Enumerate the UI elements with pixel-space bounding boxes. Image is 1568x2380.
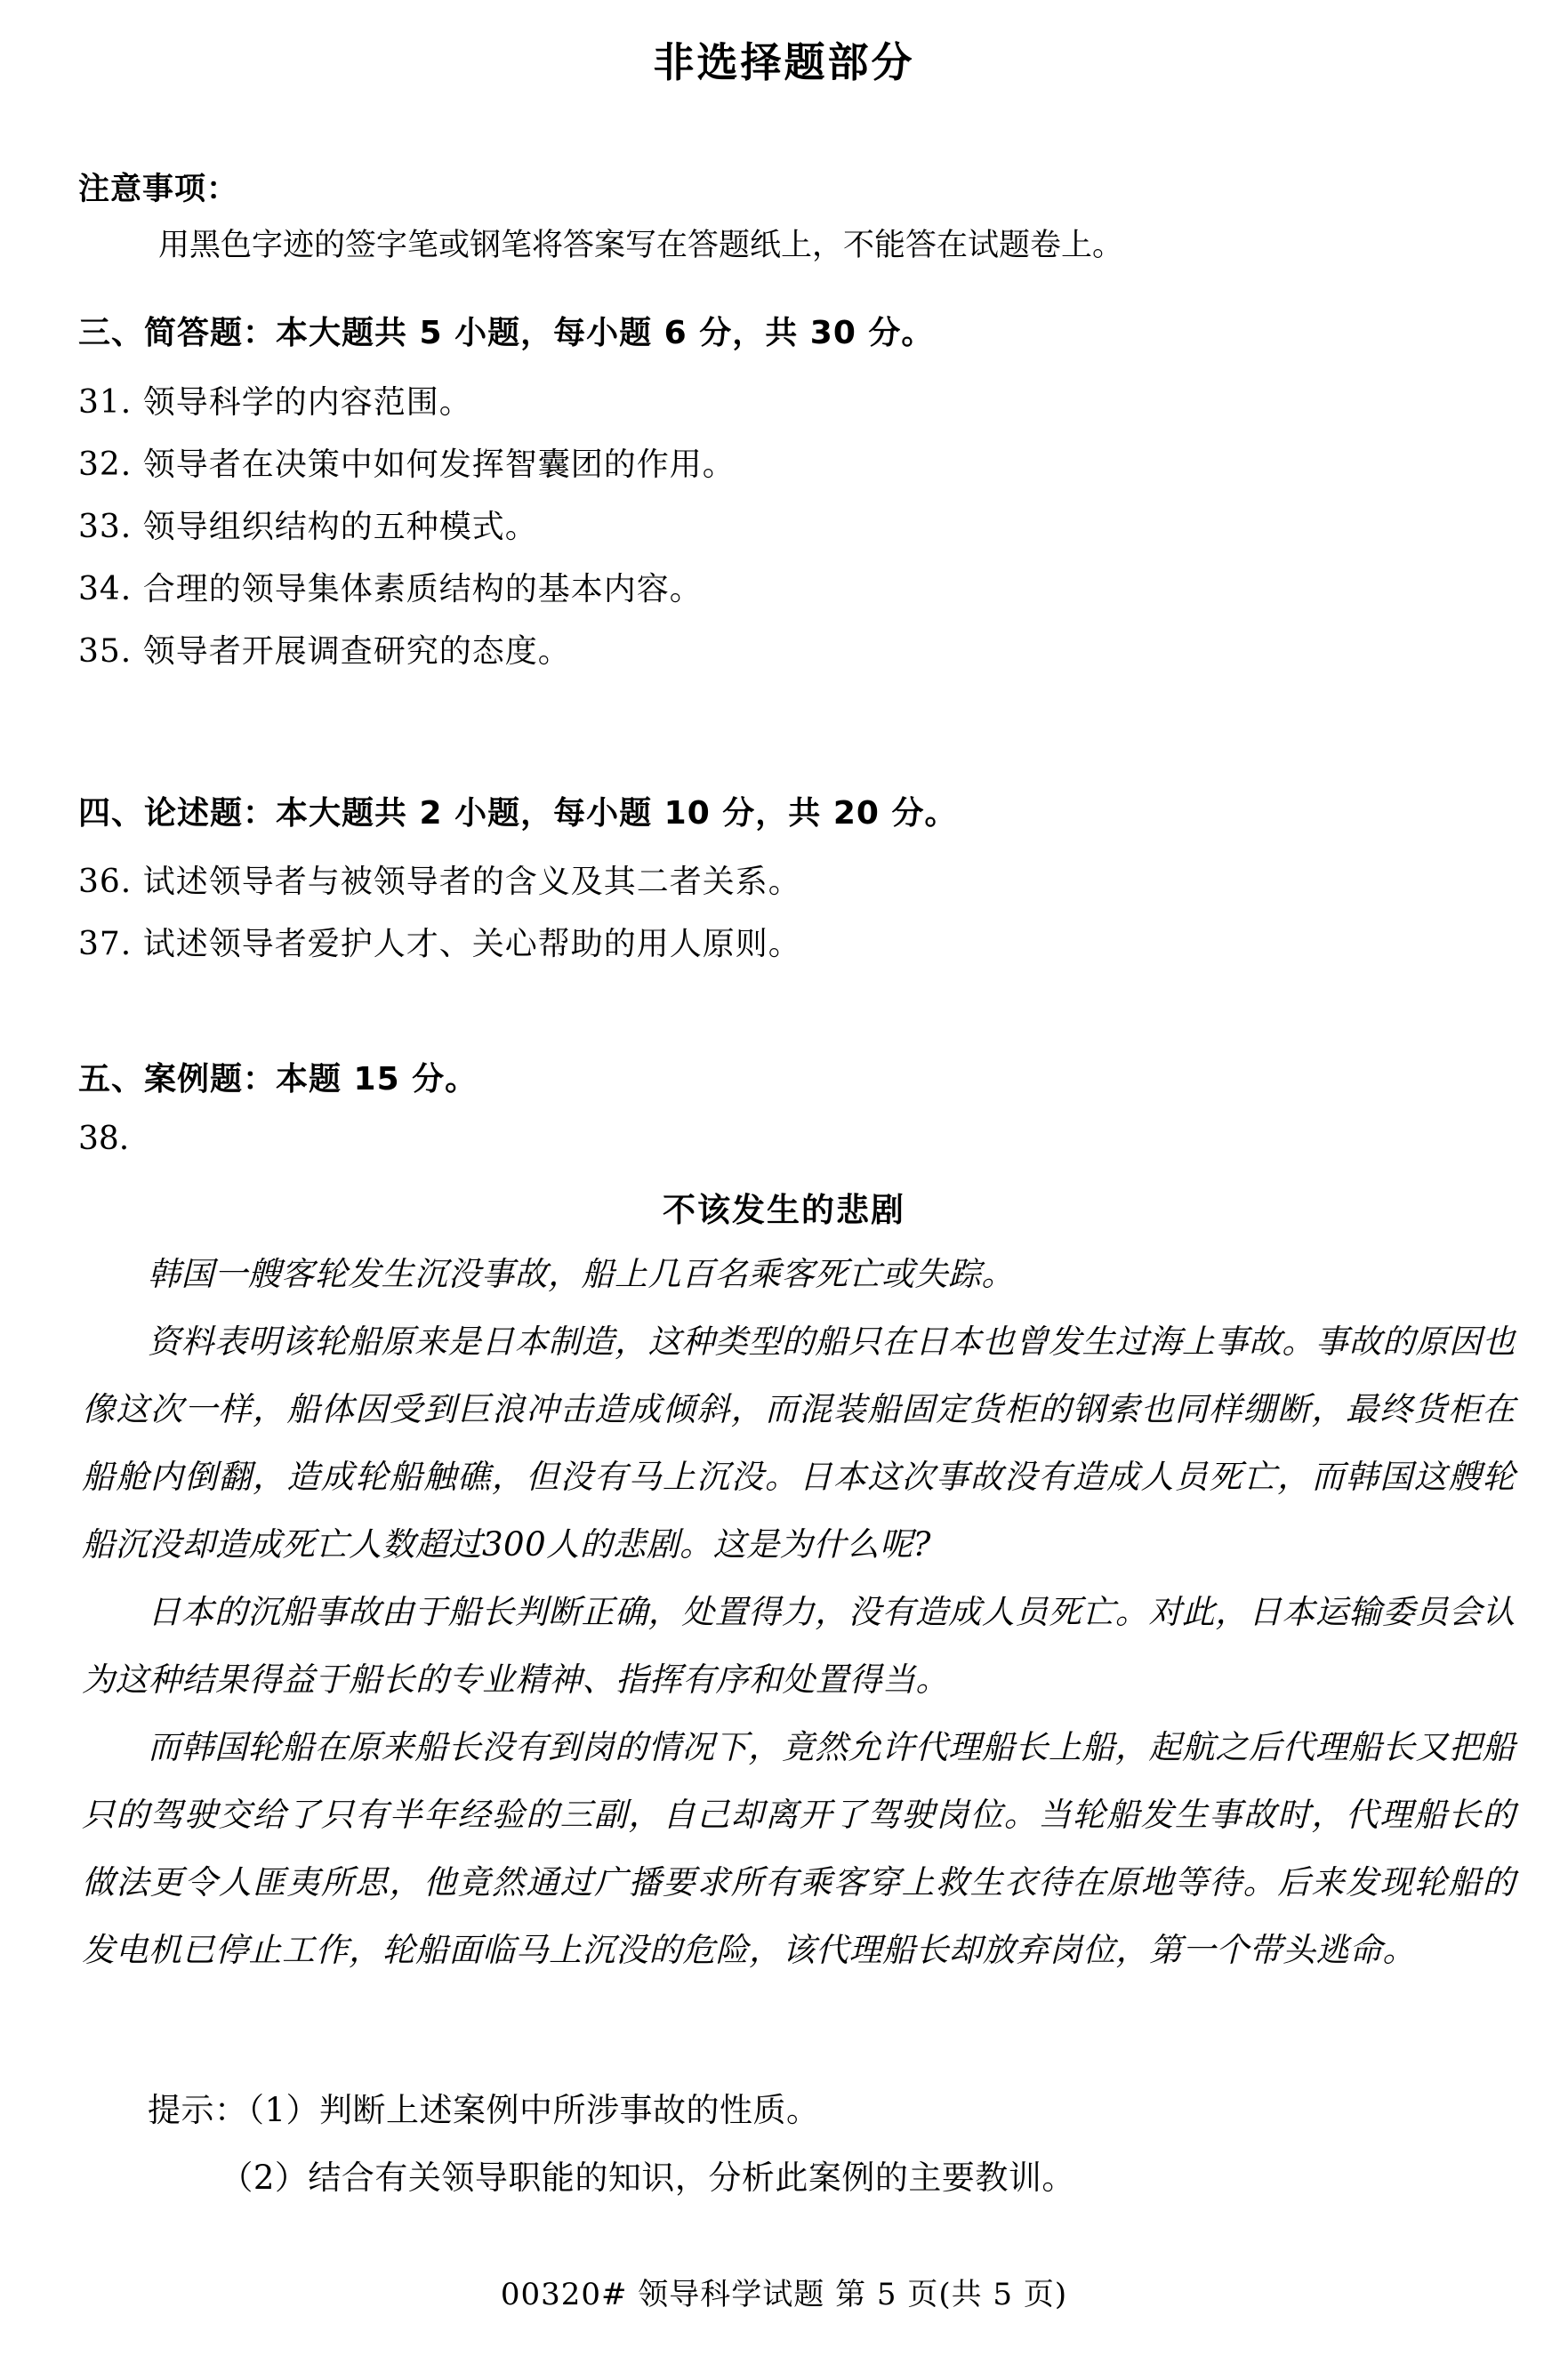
question-item bbox=[78, 377, 472, 422]
section-heading-short-answer: 三、简答题：本大题共 5 小题，每小题 6 分，共 30 分。 bbox=[78, 315, 935, 351]
case-study-body bbox=[82, 1241, 1516, 1984]
question-number: 36. bbox=[78, 864, 133, 900]
case-paragraph: 资料表明该轮船原来是日本制造，这种类型的船只在日本也曾发生过海上事故。事故的原因也像这次一样，船体因受到巨浪冲击造成倾斜，而混装船固定货柜的钢索也同样绷断，最终货柜在船舱内倒翻，造成轮船触礁，但没有马上沉没。日本这次事故没有造成人员死亡，而韩国这艘轮船沉没却造成死亡人数超过300人的悲剧。这是为什么呢? bbox=[82, 1323, 1516, 1564]
page-title: 非选择题部分 bbox=[653, 38, 915, 86]
case-paragraph: 而韩国轮船在原来船长没有到岗的情况下，竟然允许代理船长上船，起航之后代理船长又把船只的驾驶交给了只有半年经验的三副，自己却离开了驾驶岗位。当轮船发生事故时，代理船长的做法更令人匪夷所思，他竟然通过广播要求所有乘客穿上救生衣待在原地等待。后来发现轮船的发电机已停止工作，轮船面临马上沉没的危险，该代理船长却放弃岗位，第一个带头逃命。 bbox=[82, 1728, 1516, 1969]
question-text: 领导者在决策中如何发挥智囊团的作用。 bbox=[142, 446, 736, 483]
page-footer: 00320# 领导科学试题 第 5 页(共 5 页) bbox=[500, 2277, 1068, 2312]
case-question-number: 38. bbox=[78, 1121, 130, 1157]
question-item bbox=[78, 502, 538, 547]
question-number: 33. bbox=[78, 509, 133, 545]
question-text: 试述领导者与被领导者的含义及其二者关系。 bbox=[142, 864, 801, 900]
question-item bbox=[78, 439, 736, 485]
question-number: 35. bbox=[78, 633, 133, 670]
question-number: 37. bbox=[78, 926, 133, 962]
question-text: 试述领导者爱护人才、关心帮助的用人原则。 bbox=[142, 926, 801, 962]
case-paragraph: 韩国一艘客轮发生沉没事故，船上几百名乘客死亡或失踪。 bbox=[148, 1255, 1015, 1293]
question-item bbox=[78, 856, 801, 902]
notice-label: 注意事项： bbox=[78, 172, 239, 207]
question-number: 32. bbox=[78, 446, 133, 483]
question-number: 31. bbox=[78, 384, 133, 421]
question-item bbox=[78, 626, 571, 671]
question-number: 34. bbox=[78, 571, 133, 607]
question-text: 合理的领导集体素质结构的基本内容。 bbox=[142, 571, 703, 607]
case-paragraph: 日本的沉船事故由于船长判断正确，处置得力，没有造成人员死亡。对此，日本运输委员会认为这种结果得益于船长的专业精神、指挥有序和处置得当。 bbox=[82, 1593, 1516, 1699]
section-heading-essay: 四、论述题：本大题共 2 小题，每小题 10 分，共 20 分。 bbox=[78, 795, 958, 832]
section-heading-case-study: 五、案例题：本题 15 分。 bbox=[78, 1061, 478, 1098]
question-item bbox=[78, 564, 703, 609]
question-text: 领导科学的内容范围。 bbox=[142, 384, 472, 421]
question-text: 领导组织结构的五种模式。 bbox=[142, 509, 538, 545]
question-text: 领导者开展调查研究的态度。 bbox=[142, 633, 571, 670]
question-item bbox=[78, 919, 801, 964]
hint-item: 提示：（1）判断上述案例中所涉事故的性质。 bbox=[148, 2091, 820, 2129]
hint-item: （2）结合有关领导职能的知识，分析此案例的主要教训。 bbox=[220, 2159, 1075, 2197]
notice-text: 用黑色字迹的签字笔或钢笔将答案写在答题纸上，不能答在试题卷上。 bbox=[158, 228, 1124, 263]
case-study-title: 不该发生的悲剧 bbox=[663, 1191, 905, 1229]
case-study-hints bbox=[82, 2077, 1516, 2212]
